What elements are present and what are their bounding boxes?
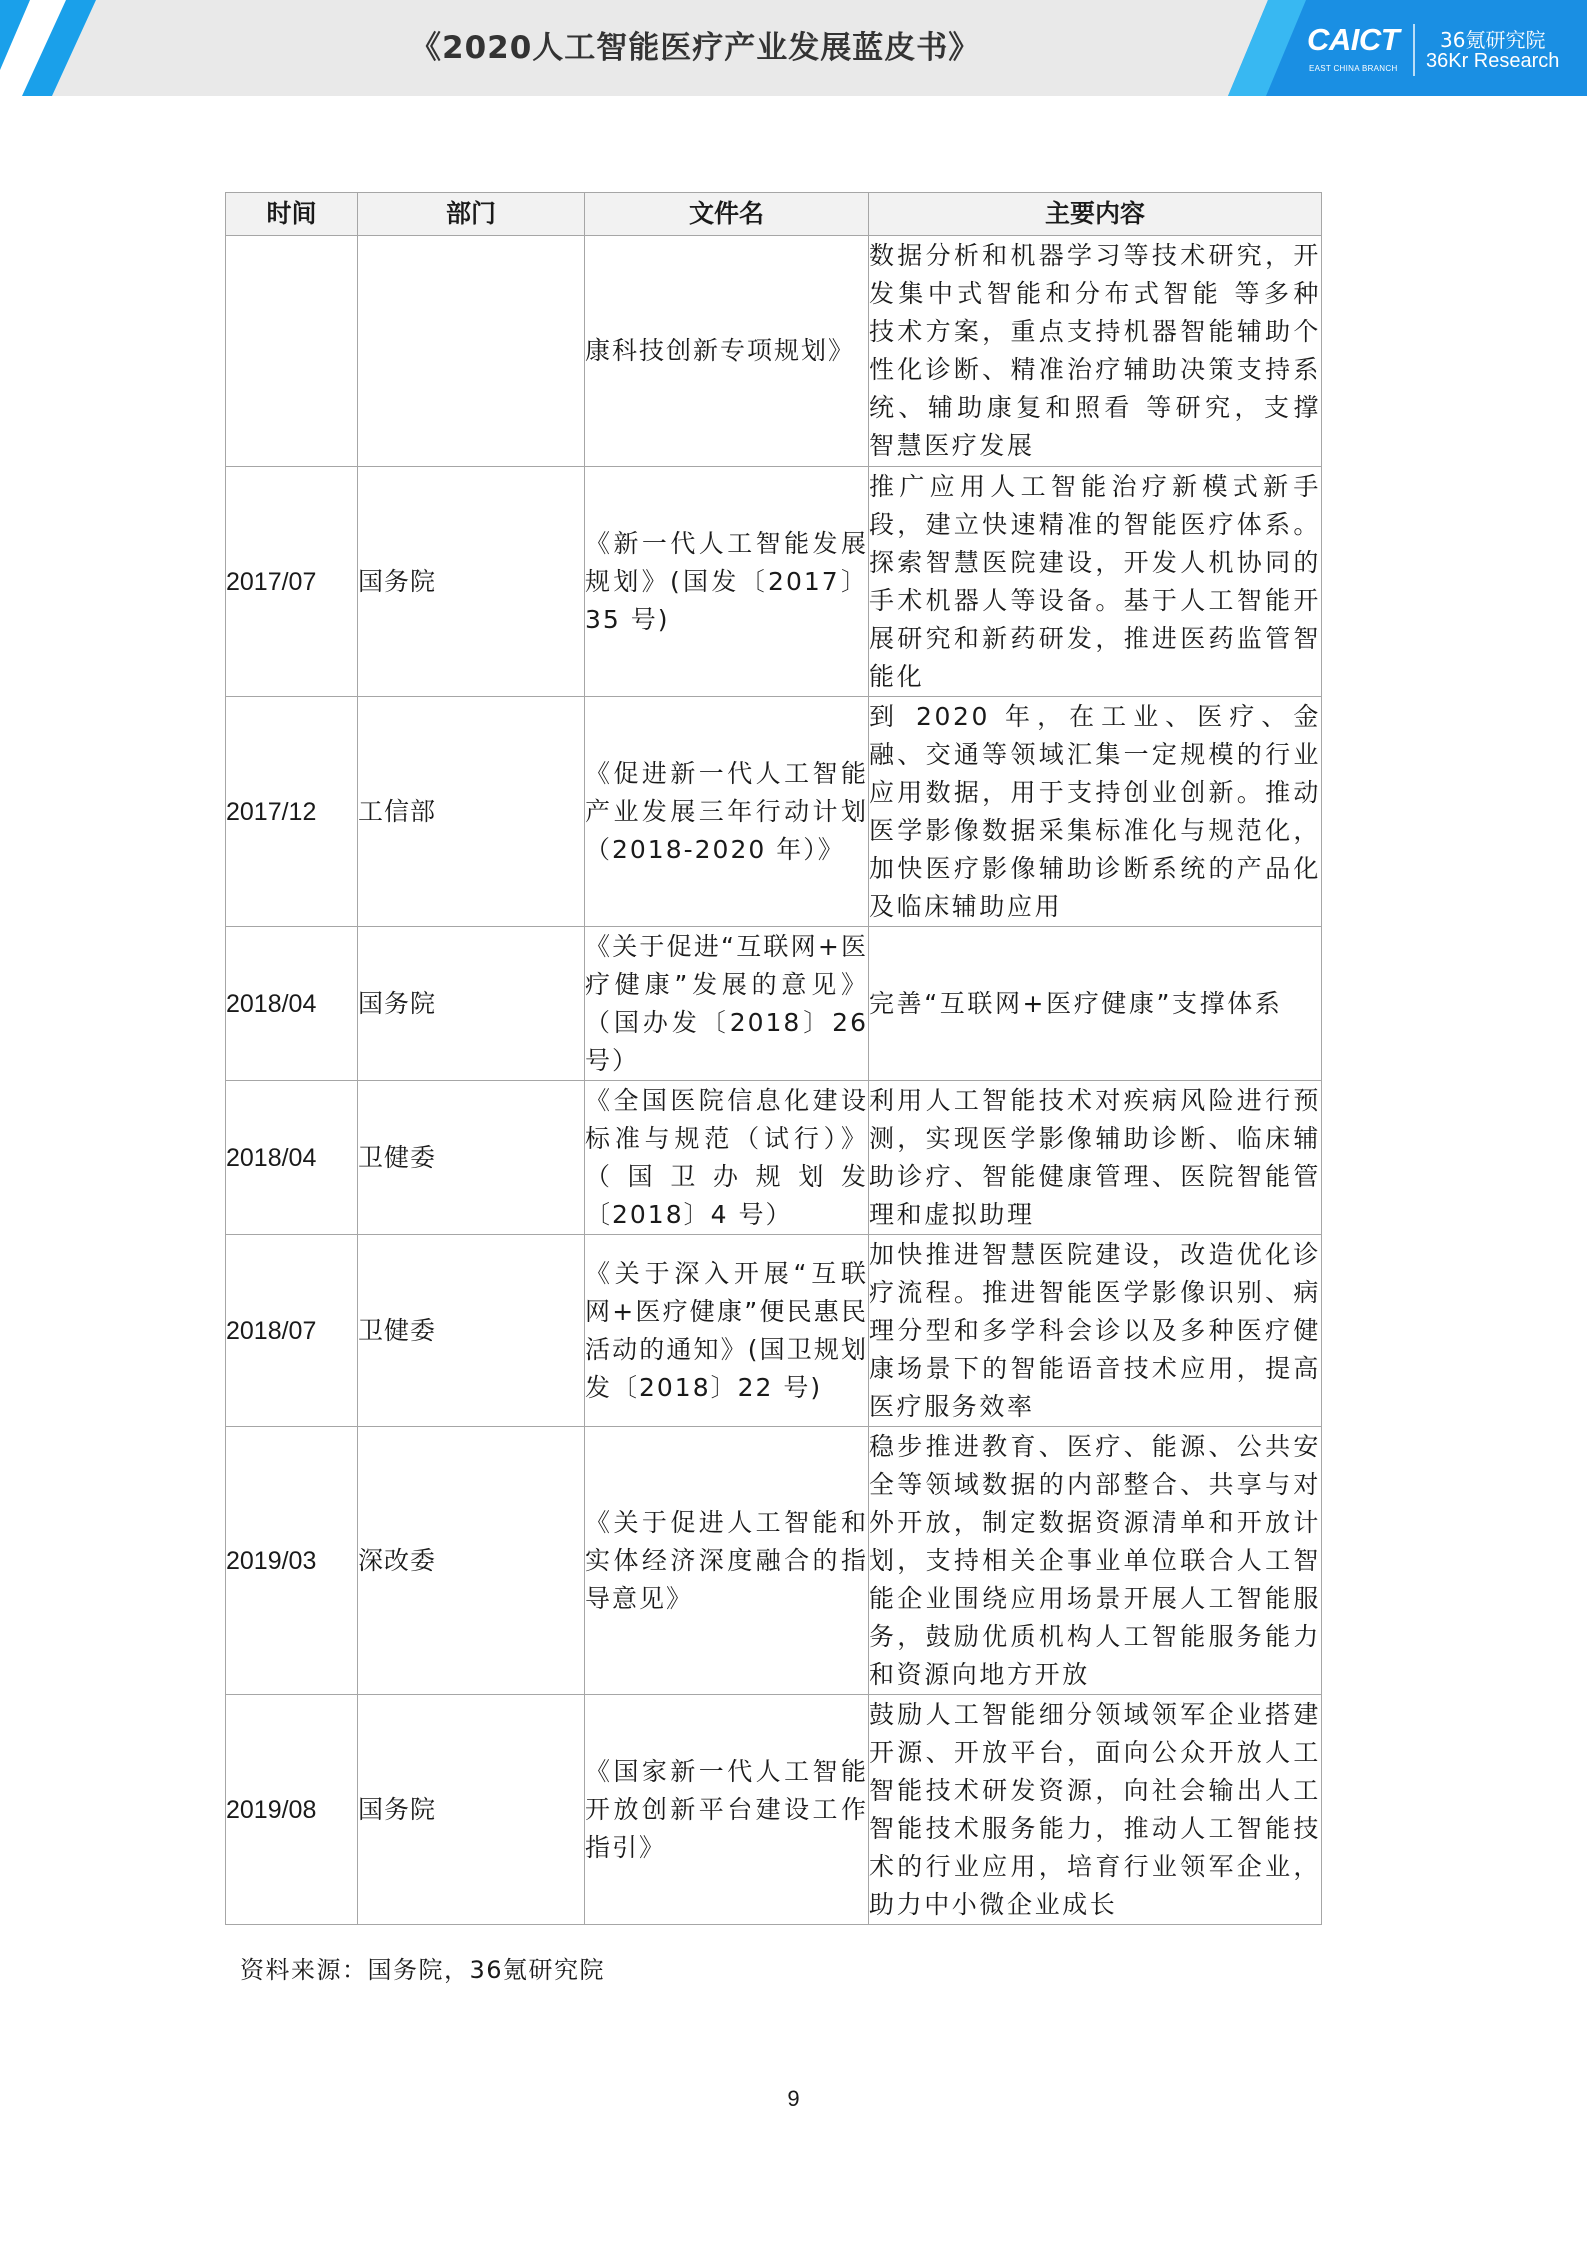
cell-time: 2019/03 [226, 1427, 358, 1695]
policy-table [225, 192, 1322, 1925]
cell-department: 卫健委 [358, 1081, 585, 1235]
table-header-row [226, 193, 1322, 236]
table-row [226, 1235, 1322, 1427]
cell-document-name: 《新一代人工智能发展规划》(国发〔2017〕35 号) [585, 467, 869, 697]
header-document-name: 文件名 [585, 193, 869, 236]
cell-department: 国务院 [358, 1695, 585, 1925]
caict-logo: CAICT [1307, 22, 1400, 57]
header-department: 部门 [358, 193, 585, 236]
cell-document-name: 《关于深入开展“互联网+医疗健康”便民惠民活动的通知》(国卫规划发〔2018〕22 号) [585, 1235, 869, 1427]
cell-department: 国务院 [358, 467, 585, 697]
cell-document-name: 《国家新一代人工智能开放创新平台建设工作指引》 [585, 1695, 869, 1925]
cell-department: 深改委 [358, 1427, 585, 1695]
cell-document-name: 《全国医院信息化建设标准与规范（试行）》（国卫办规划发〔2018〕4 号） [585, 1081, 869, 1235]
org-name-cn: 36氪研究院 [1440, 28, 1546, 52]
cell-time [226, 236, 358, 467]
cell-document-name: 《关于促进人工智能和实体经济深度融合的指导意见》 [585, 1427, 869, 1695]
header-main-content: 主要内容 [869, 193, 1322, 236]
cell-document-name: 《促进新一代人工智能产业发展三年行动计划（2018-2020 年）》 [585, 697, 869, 927]
logo-divider [1413, 24, 1415, 76]
table-row [226, 236, 1322, 467]
cell-department: 工信部 [358, 697, 585, 927]
cell-main-content: 利用人工智能技术对疾病风险进行预测，实现医学影像辅助诊断、临床辅助诊疗、智能健康管理、医院智能管理和虚拟助理 [869, 1081, 1322, 1235]
cell-time: 2018/04 [226, 927, 358, 1081]
caict-logo-subtitle: EAST CHINA BRANCH [1309, 64, 1398, 73]
page-number: 9 [787, 2086, 800, 2111]
cell-department: 卫健委 [358, 1235, 585, 1427]
table-row [226, 927, 1322, 1081]
source-note: 资料来源：国务院，36氪研究院 [240, 1956, 606, 1984]
table-row [226, 1695, 1322, 1925]
cell-time: 2017/12 [226, 697, 358, 927]
document-title: 《2020人工智能医疗产业发展蓝皮书》 [410, 30, 981, 66]
table-row [226, 467, 1322, 697]
cell-department [358, 236, 585, 467]
cell-time: 2018/07 [226, 1235, 358, 1427]
cell-main-content: 推广应用人工智能治疗新模式新手段，建立快速精准的智能医疗体系。探索智慧医院建设，开发人机协同的手术机器人等设备。基于人工智能开展研究和新药研发，推进医药监管智能化 [869, 467, 1322, 697]
table-row [226, 1081, 1322, 1235]
cell-document-name: 康科技创新专项规划》 [585, 236, 869, 467]
cell-main-content: 稳步推进教育、医疗、能源、公共安全等领域数据的内部整合、共享与对外开放，制定数据资源清单和开放计划，支持相关企事业单位联合人工智能企业围绕应用场景开展人工智能服务，鼓励优质机构人工智能服务能力和资源向地方开放 [869, 1427, 1322, 1695]
page-header [0, 0, 1587, 96]
cell-time: 2019/08 [226, 1695, 358, 1925]
cell-time: 2018/04 [226, 1081, 358, 1235]
cell-main-content: 到 2020 年，在工业、医疗、金融、交通等领域汇集一定规模的行业应用数据，用于支持创业创新。推动医学影像数据采集标准化与规范化，加快医疗影像辅助诊断系统的产品化及临床辅助应用 [869, 697, 1322, 927]
cell-main-content: 鼓励人工智能细分领域领军企业搭建开源、开放平台，面向公众开放人工智能技术研发资源，向社会输出人工智能技术服务能力，推动人工智能技术的行业应用，培育行业领军企业，助力中小微企业成长 [869, 1695, 1322, 1925]
header-time: 时间 [226, 193, 358, 236]
table-row [226, 1427, 1322, 1695]
cell-document-name: 《关于促进“互联网+医疗健康”发展的意见》（国办发〔2018〕26 号） [585, 927, 869, 1081]
table-row [226, 697, 1322, 927]
cell-main-content: 数据分析和机器学习等技术研究，开发集中式智能和分布式智能 等多种技术方案，重点支持机器智能辅助个性化诊断、精准治疗辅助决策支持系统、辅助康复和照看 等研究，支撑智慧医疗发展 [869, 236, 1322, 467]
cell-main-content: 完善“互联网+医疗健康”支撑体系 [869, 927, 1322, 1081]
cell-time: 2017/07 [226, 467, 358, 697]
cell-department: 国务院 [358, 927, 585, 1081]
cell-main-content: 加快推进智慧医院建设，改造优化诊疗流程。推进智能医学影像识别、病理分型和多学科会诊以及多种医疗健康场景下的智能语音技术应用，提高医疗服务效率 [869, 1235, 1322, 1427]
org-name-en: 36Kr Research [1426, 50, 1560, 72]
